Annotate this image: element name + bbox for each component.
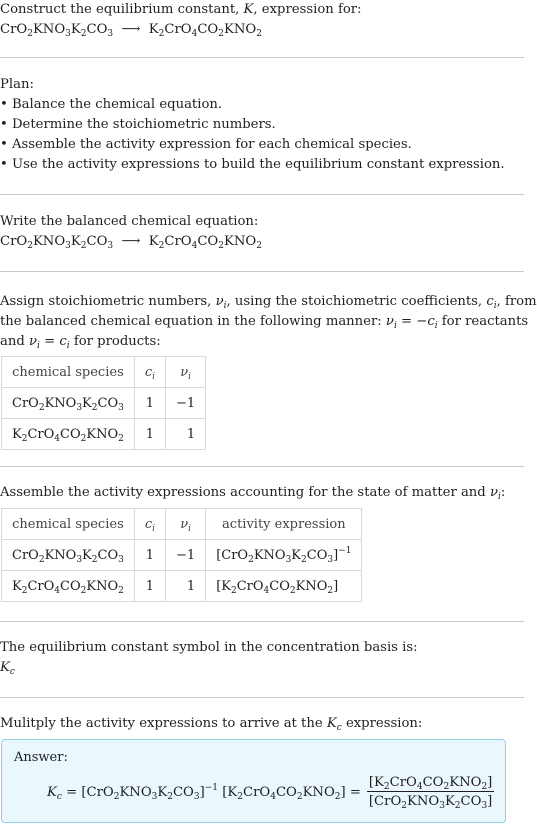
coefficient-cell: 1 bbox=[134, 571, 165, 602]
plan-title: Plan: bbox=[0, 77, 34, 92]
column-header: $\nu_i$ bbox=[166, 509, 206, 540]
column-header: chemical species bbox=[2, 357, 135, 388]
stoich-number-cell: −1 bbox=[166, 388, 206, 419]
plan-item: • Use the activity expressions to build the equilibrium constant expression. bbox=[0, 157, 505, 172]
column-header: $c_i$ bbox=[134, 509, 165, 540]
fraction-denominator: $[CrO_2KNO_3K_2CO_3]$ bbox=[368, 794, 493, 811]
multiply-section bbox=[0, 714, 524, 734]
stoich-number-cell: 1 bbox=[166, 419, 206, 450]
balanced-reaction: $CrO_2KNO_3K_2CO_3$ ⟶ $K_2CrO_4CO_2KNO_2$ bbox=[0, 234, 262, 251]
plan-item: • Balance the chemical equation. bbox=[0, 97, 223, 112]
coefficient-cell: 1 bbox=[134, 419, 165, 450]
table-header-row bbox=[2, 509, 362, 540]
answer-expression: $K_c$ = $[CrO_2KNO_3K_2CO_3]^{-1}$ $[K_2CrO_4CO_2KNO_2]$ = $\frac{[K_2CrO_4CO_2KNO_2]}{[CrO_2KNO_3K_2CO_3]}$ bbox=[47, 775, 493, 811]
plan-item: • Determine the stoichiometric numbers. bbox=[0, 117, 276, 132]
species-cell: $CrO_2KNO_3K_2CO_3$ bbox=[2, 388, 135, 419]
coefficient-cell: 1 bbox=[134, 388, 165, 419]
plan-item: • Assemble the activity expression for each chemical species. bbox=[0, 137, 412, 152]
multiply-text: Mulitply the activity expressions to arrive at the $K_c$ expression: bbox=[0, 716, 423, 733]
balanced-section bbox=[0, 212, 524, 252]
divider bbox=[0, 271, 524, 272]
answer-label: Answer: bbox=[14, 750, 68, 765]
intro-reaction: $CrO_2KNO_3K_2CO_3$ ⟶ $K_2CrO_4CO_2KNO_2$ bbox=[0, 22, 262, 39]
answer-box bbox=[1, 739, 506, 823]
symbol-text: The equilibrium constant symbol in the concentration basis is: bbox=[0, 640, 418, 655]
table-row bbox=[2, 540, 362, 571]
symbol-section bbox=[0, 638, 524, 678]
species-cell: $K_2CrO_4CO_2KNO_2$ bbox=[2, 571, 135, 602]
coefficient-cell: 1 bbox=[134, 540, 165, 571]
activity-table bbox=[1, 508, 362, 602]
stoich-number-cell: −1 bbox=[166, 540, 206, 571]
species-cell: $CrO_2KNO_3K_2CO_3$ bbox=[2, 540, 135, 571]
plan-section bbox=[0, 75, 524, 175]
divider bbox=[0, 57, 524, 58]
stoich-text-line: Assign stoichiometric numbers, $\nu_i$, using the stoichiometric coefficients, $c_i$, from bbox=[0, 294, 537, 311]
activity-expression-cell: $[CrO_2KNO_3K_2CO_3]^{-1}$ bbox=[206, 540, 362, 571]
divider bbox=[0, 697, 524, 698]
table-row bbox=[2, 388, 206, 419]
stoich-text-line: the balanced chemical equation in the following manner: $\nu_i = -c_i$ for reactants bbox=[0, 314, 529, 331]
symbol-value: $K_c$ bbox=[0, 660, 15, 677]
balanced-title: Write the balanced chemical equation: bbox=[0, 214, 259, 229]
activity-section bbox=[0, 483, 524, 503]
kc-symbol: $K_c$ bbox=[47, 784, 62, 802]
divider bbox=[0, 194, 524, 195]
answer-fraction bbox=[367, 775, 494, 809]
table-header-row bbox=[2, 357, 206, 388]
column-header: $\nu_i$ bbox=[166, 357, 206, 388]
table-row bbox=[2, 419, 206, 450]
intro-line: Construct the equilibrium constant, K, expression for: bbox=[0, 2, 362, 17]
activity-expression-cell: $[K_2CrO_4CO_2KNO_2]$ bbox=[206, 571, 362, 602]
stoich-number-cell: 1 bbox=[166, 571, 206, 602]
column-header: chemical species bbox=[2, 509, 135, 540]
stoich-section bbox=[0, 292, 537, 352]
column-header: $c_i$ bbox=[134, 357, 165, 388]
activity-text: Assemble the activity expressions accounting for the state of matter and $\nu_i$: bbox=[0, 485, 506, 502]
divider bbox=[0, 621, 524, 622]
fraction-numerator: $[K_2CrO_4CO_2KNO_2]$ bbox=[368, 775, 493, 792]
intro-section bbox=[0, 0, 524, 40]
stoich-table bbox=[1, 356, 206, 450]
species-cell: $K_2CrO_4CO_2KNO_2$ bbox=[2, 419, 135, 450]
column-header: activity expression bbox=[206, 509, 362, 540]
stoich-text-line: and $\nu_i = c_i$ for products: bbox=[0, 334, 161, 351]
divider bbox=[0, 466, 524, 467]
table-row bbox=[2, 571, 362, 602]
